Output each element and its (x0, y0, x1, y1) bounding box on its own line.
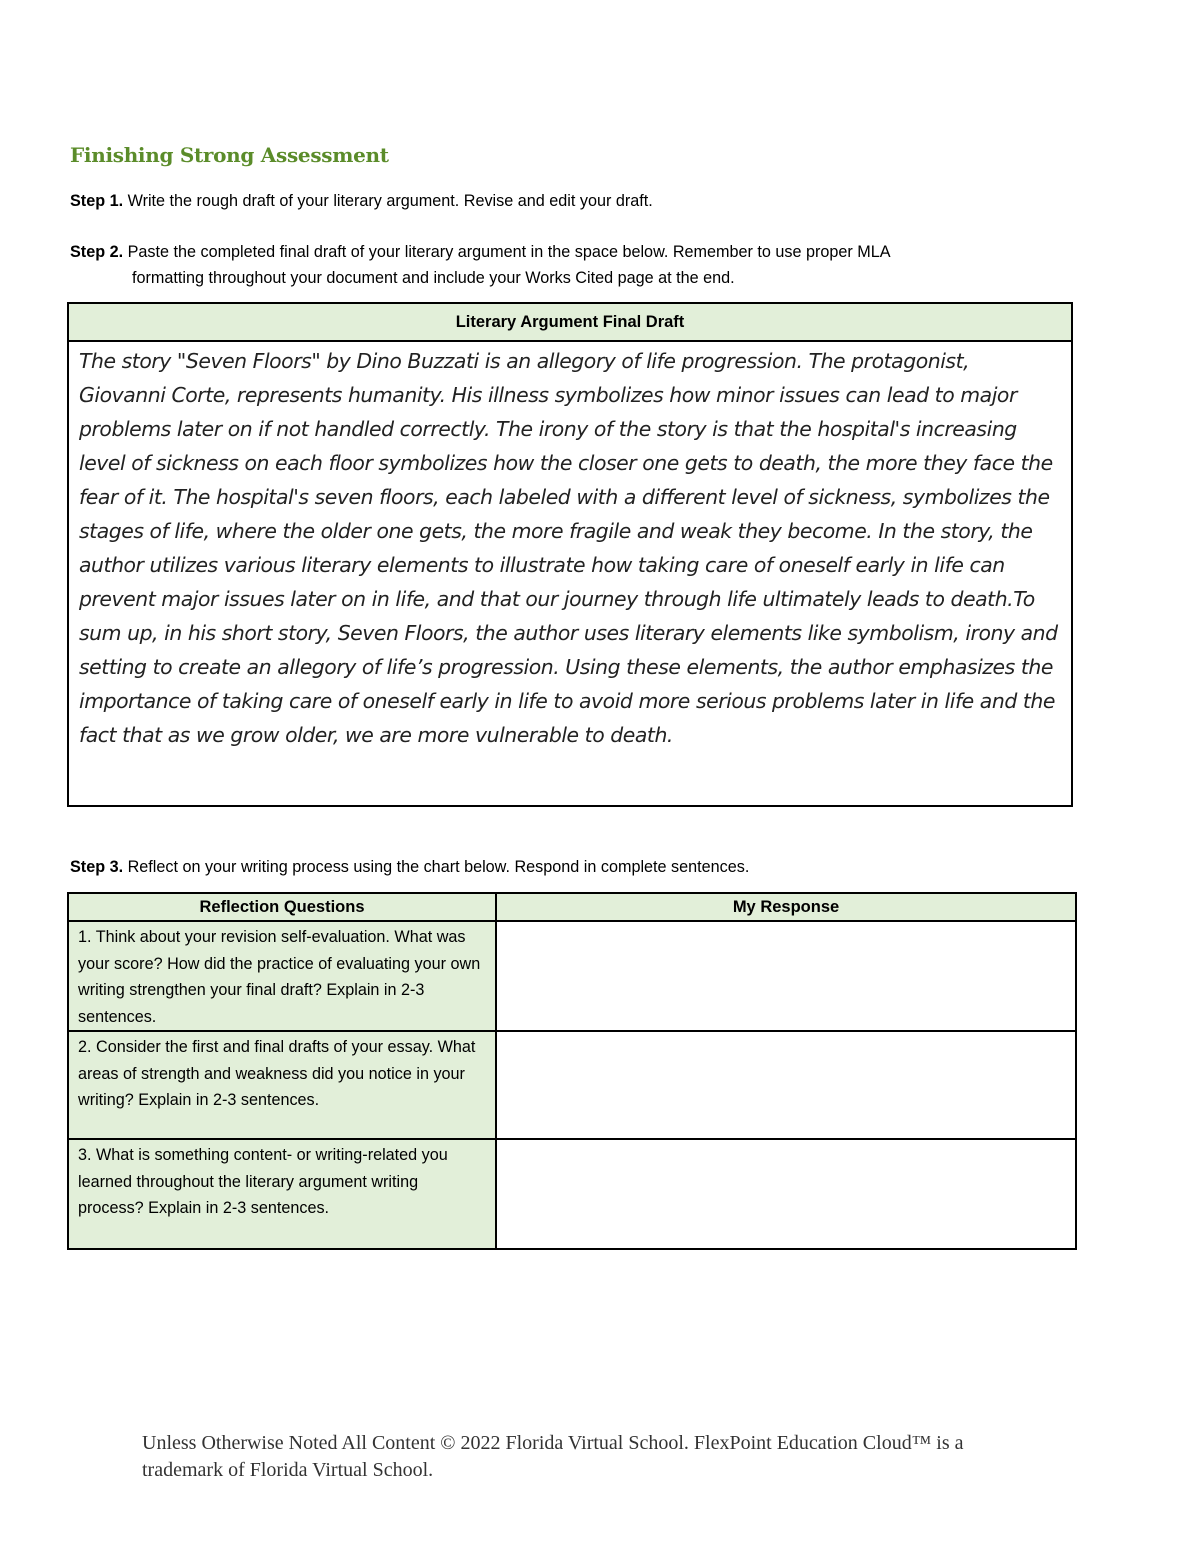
step-1-instruction (70, 188, 653, 214)
reflection-questions-header: Reflection Questions (68, 893, 496, 921)
step-1-label: Step 1. (70, 192, 124, 210)
page-title: Finishing Strong Assessment (70, 143, 389, 167)
step-3-instruction (70, 854, 749, 880)
step-2-label: Step 2. (70, 243, 124, 261)
final-draft-header: Literary Argument Final Draft (69, 304, 1071, 342)
table-row (68, 1031, 1076, 1139)
table-row (68, 1139, 1076, 1249)
final-draft-text[interactable]: The story "Seven Floors" by Dino Buzzati is an allegory of life progression. The protagonist, Giovanni Corte, represents humanity. His illness symbolizes how minor issues can lead to major problems later on if not handled correctly. The irony of the story is that the hospital's increasing level of sickness on each floor symbolizes how the closer one gets to death, the more they face the fear of it. The hospital's seven floors, each labeled with a different level of sickness, symbolizes the stages of life, where the older one gets, the more fragile and weak they become. In the story, the author utilizes various literary elements to illustrate how taking care of oneself early in life can prevent major issues later on in life, and that our journey through life ultimately leads to death.To sum up, in his short story, Seven Floors, the author uses literary elements like symbolism, irony and setting to create an allegory of life’s progression. Using these elements, the author emphasizes the importance of taking care of oneself early in life to avoid more serious problems later in life and the fact that as we grow older, we are more vulnerable to death. (79, 349, 1058, 747)
step-3-text: Reflect on your writing process using the chart below. Respond in complete sentences. (127, 858, 750, 876)
step-3-label: Step 3. (70, 858, 124, 876)
step-1-text: Write the rough draft of your literary argument. Revise and edit your draft. (127, 192, 653, 210)
response-cell-1[interactable] (496, 921, 1076, 1031)
step-2-instruction (70, 239, 1060, 291)
copyright-footer: Unless Otherwise Noted All Content © 2022 Florida Virtual School. FlexPoint Education Cloud™ is a trademark of Florida Virtual School. (142, 1432, 964, 1481)
my-response-header: My Response (496, 893, 1076, 921)
response-cell-2[interactable] (496, 1031, 1076, 1139)
reflection-question-2: 2. Consider the first and final drafts of your essay. What areas of strength and weakness did you notice in your writing? Explain in 2-3 sentences. (68, 1031, 496, 1139)
final-draft-box (67, 302, 1073, 807)
reflection-header-row (68, 893, 1076, 921)
table-row (68, 921, 1076, 1031)
step-2-text-line2: formatting throughout your document and include your Works Cited page at the end. (132, 269, 735, 287)
response-cell-3[interactable] (496, 1139, 1076, 1249)
reflection-question-3: 3. What is something content- or writing-related you learned throughout the literary argument writing process? Explain in 2-3 sentences. (68, 1139, 496, 1249)
reflection-table (67, 892, 1077, 1250)
step-2-text-line1: Paste the completed final draft of your literary argument in the space below. Remember to use proper MLA (127, 243, 891, 261)
reflection-question-1: 1. Think about your revision self-evaluation. What was your score? How did the practice of evaluating your own writing strengthen your final draft? Explain in 2-3 sentences. (68, 921, 496, 1031)
